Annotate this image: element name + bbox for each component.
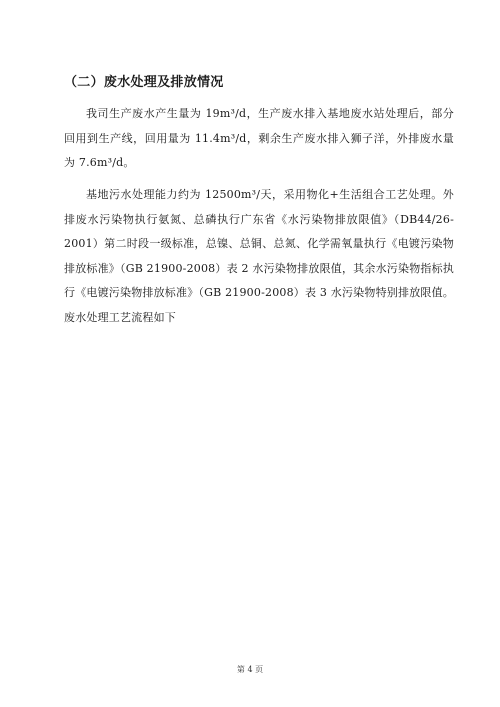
paragraph-treatment-standards: 基地污水处理能力约为 12500m³/天，采用物化+生活组合工艺处理。外排废水污染物执行氨氮、总磷执行广东省《水污染物排放限值》（DB44/26-2001）第二时段一级标准，总镍、总铜、总氮、化学需氧量执行《电镀污染物排放标准》（GB 21900-2008）表 2 水污染物排放限值，其余水污染物指标执行《电镀污染物排放标准》（GB 21900-2008）表 3 水污染物特别排放限值。废水处理工艺流程如下 [64,188,454,324]
section-heading: （二）废水处理及排放情况 [64,75,224,90]
page-number: 第 4 页 [236,665,264,674]
paragraph-wastewater-volume: 我司生产废水产生量为 19m³/d，生产废水排入基地废水站处理后，部分回用到生产线，回用量为 11.4m³/d，剩余生产废水排入狮子洋，外排废水量为 7.6m³/d。 [64,107,454,169]
